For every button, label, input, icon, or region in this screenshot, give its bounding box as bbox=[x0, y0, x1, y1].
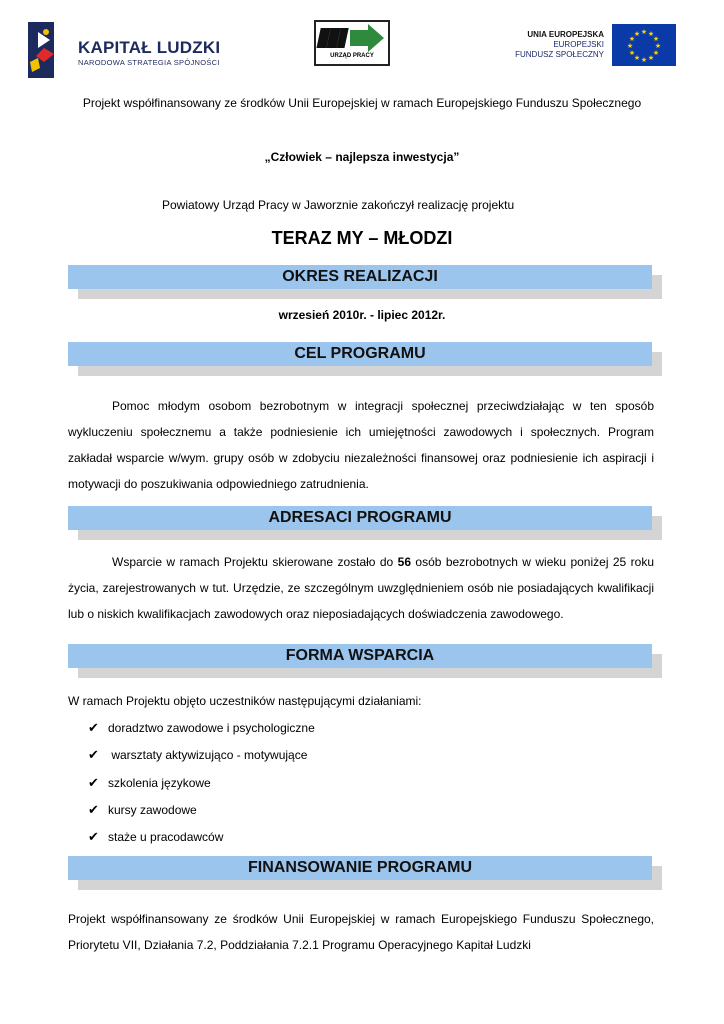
list-item bbox=[88, 714, 488, 741]
check-icon: ✔ bbox=[88, 829, 99, 845]
list-item bbox=[88, 823, 488, 850]
svg-text:★: ★ bbox=[647, 30, 655, 38]
recipients-paragraph bbox=[68, 549, 654, 627]
recipients-text-before: Wsparcie w ramach Projektu skierowane zostało do bbox=[112, 555, 398, 569]
svg-text:★: ★ bbox=[633, 30, 641, 38]
support-intro: W ramach Projektu objęto uczestników następującymi działaniami: bbox=[68, 694, 422, 708]
svg-text:★: ★ bbox=[647, 54, 655, 62]
svg-text:★: ★ bbox=[640, 56, 648, 64]
svg-text:★: ★ bbox=[628, 35, 636, 43]
section-banner-okres bbox=[68, 265, 652, 289]
list-item-label: staże u pracodawców bbox=[108, 830, 224, 845]
urzad-pracy-logo bbox=[314, 20, 390, 66]
realization-period: wrzesień 2010r. - lipiec 2012r. bbox=[278, 308, 446, 322]
kapital-ludzki-emblem-icon bbox=[24, 18, 84, 80]
section-banner-finansowanie bbox=[68, 856, 652, 880]
completion-statement: Powiatowy Urząd Pracy w Jaworznie zakończył realizację projektu bbox=[162, 198, 515, 212]
eu-stars-icon bbox=[612, 24, 676, 66]
participant-count: 56 bbox=[397, 555, 411, 569]
list-item-label: szkolenia językowe bbox=[108, 775, 211, 790]
section-heading-okres: OKRES REALIZACJI bbox=[282, 268, 438, 285]
section-heading-finansowanie: FINANSOWANIE PROGRAMU bbox=[248, 859, 472, 876]
check-icon: ✔ bbox=[88, 720, 99, 735]
eu-line-2: EUROPEJSKI bbox=[553, 40, 604, 49]
check-icon: ✔ bbox=[88, 747, 99, 763]
list-item bbox=[88, 769, 488, 796]
support-list bbox=[88, 714, 488, 850]
list-item bbox=[88, 741, 488, 768]
financing-paragraph: Projekt współfinansowany ze środków Unii Europejskiej w ramach Europejskiego Funduszu Społecznego, Priorytetu VII, Działania 7.2, Poddziałania 7.2.1 Programu Operacyjnego Kapitał Ludzki bbox=[68, 912, 654, 952]
check-icon: ✔ bbox=[88, 801, 99, 817]
list-item-label: doradztwo zawodowe i psychologiczne bbox=[108, 721, 315, 735]
svg-text:★: ★ bbox=[633, 54, 641, 62]
recipients-text-after: osób bezrobotnych w wieku poniżej 25 roku życia, zarejestrowanych w tut. Urzędzie, ze szczególnym uwzględnieniem osób nie posiadających kwalifikacji lub o niskich kwalifikacjach zawodowych oraz nieposiadających doświadczenia zawodowego. bbox=[68, 555, 654, 621]
kapital-ludzki-title: KAPITAŁ LUDZKI bbox=[78, 38, 221, 57]
svg-text:★: ★ bbox=[652, 49, 660, 57]
svg-text:★: ★ bbox=[654, 42, 662, 50]
svg-text:★: ★ bbox=[628, 49, 636, 57]
slogan: „Człowiek – najlepsza inwestycja” bbox=[264, 150, 460, 164]
project-title: TERAZ MY – MŁODZI bbox=[271, 228, 453, 248]
eu-line-3: FUNDUSZ SPOŁECZNY bbox=[515, 50, 604, 59]
section-banner-cel bbox=[68, 342, 652, 366]
cofinanced-statement: Projekt współfinansowany ze środków Unii Europejskiej w ramach Europejskiego Funduszu Społecznego bbox=[82, 96, 642, 110]
svg-text:★: ★ bbox=[626, 42, 634, 50]
list-item bbox=[88, 796, 488, 823]
list-item-label: warsztaty aktywizująco - motywujące bbox=[108, 748, 308, 763]
section-heading-forma: FORMA WSPARCIA bbox=[285, 647, 435, 664]
section-banner-adresaci bbox=[68, 506, 652, 530]
goal-text: Pomoc młodym osobom bezrobotnym w integracji społecznej przeciwdziałając w ten sposób wykluczeniu społecznemu a także podniesienie ich umiejętności zawodowych i społecznych. Program zakładał wsparcie w/wym. grupy osób w zdobyciu niezależności finansowej oraz podniesienie ich aspiracji i motywacji do poszukiwania odpowiedniego zatrudnienia. bbox=[68, 399, 654, 491]
eu-flag bbox=[612, 24, 676, 66]
svg-text:★: ★ bbox=[640, 28, 648, 36]
urzad-pracy-label: URZĄD PRACY bbox=[330, 53, 374, 59]
section-heading-cel: CEL PROGRAMU bbox=[294, 345, 426, 362]
goal-paragraph bbox=[68, 393, 654, 497]
list-item-label: kursy zawodowe bbox=[108, 802, 197, 817]
svg-text:★: ★ bbox=[652, 35, 660, 43]
eu-line-1: UNIA EUROPEJSKA bbox=[527, 30, 604, 39]
section-banner-forma bbox=[68, 644, 652, 668]
check-icon: ✔ bbox=[88, 774, 99, 790]
kapital-ludzki-subtitle: NARODOWA STRATEGIA SPÓJNOŚCI bbox=[78, 58, 220, 67]
eu-fund-label bbox=[498, 30, 604, 60]
section-heading-adresaci: ADRESACI PROGRAMU bbox=[268, 509, 452, 526]
